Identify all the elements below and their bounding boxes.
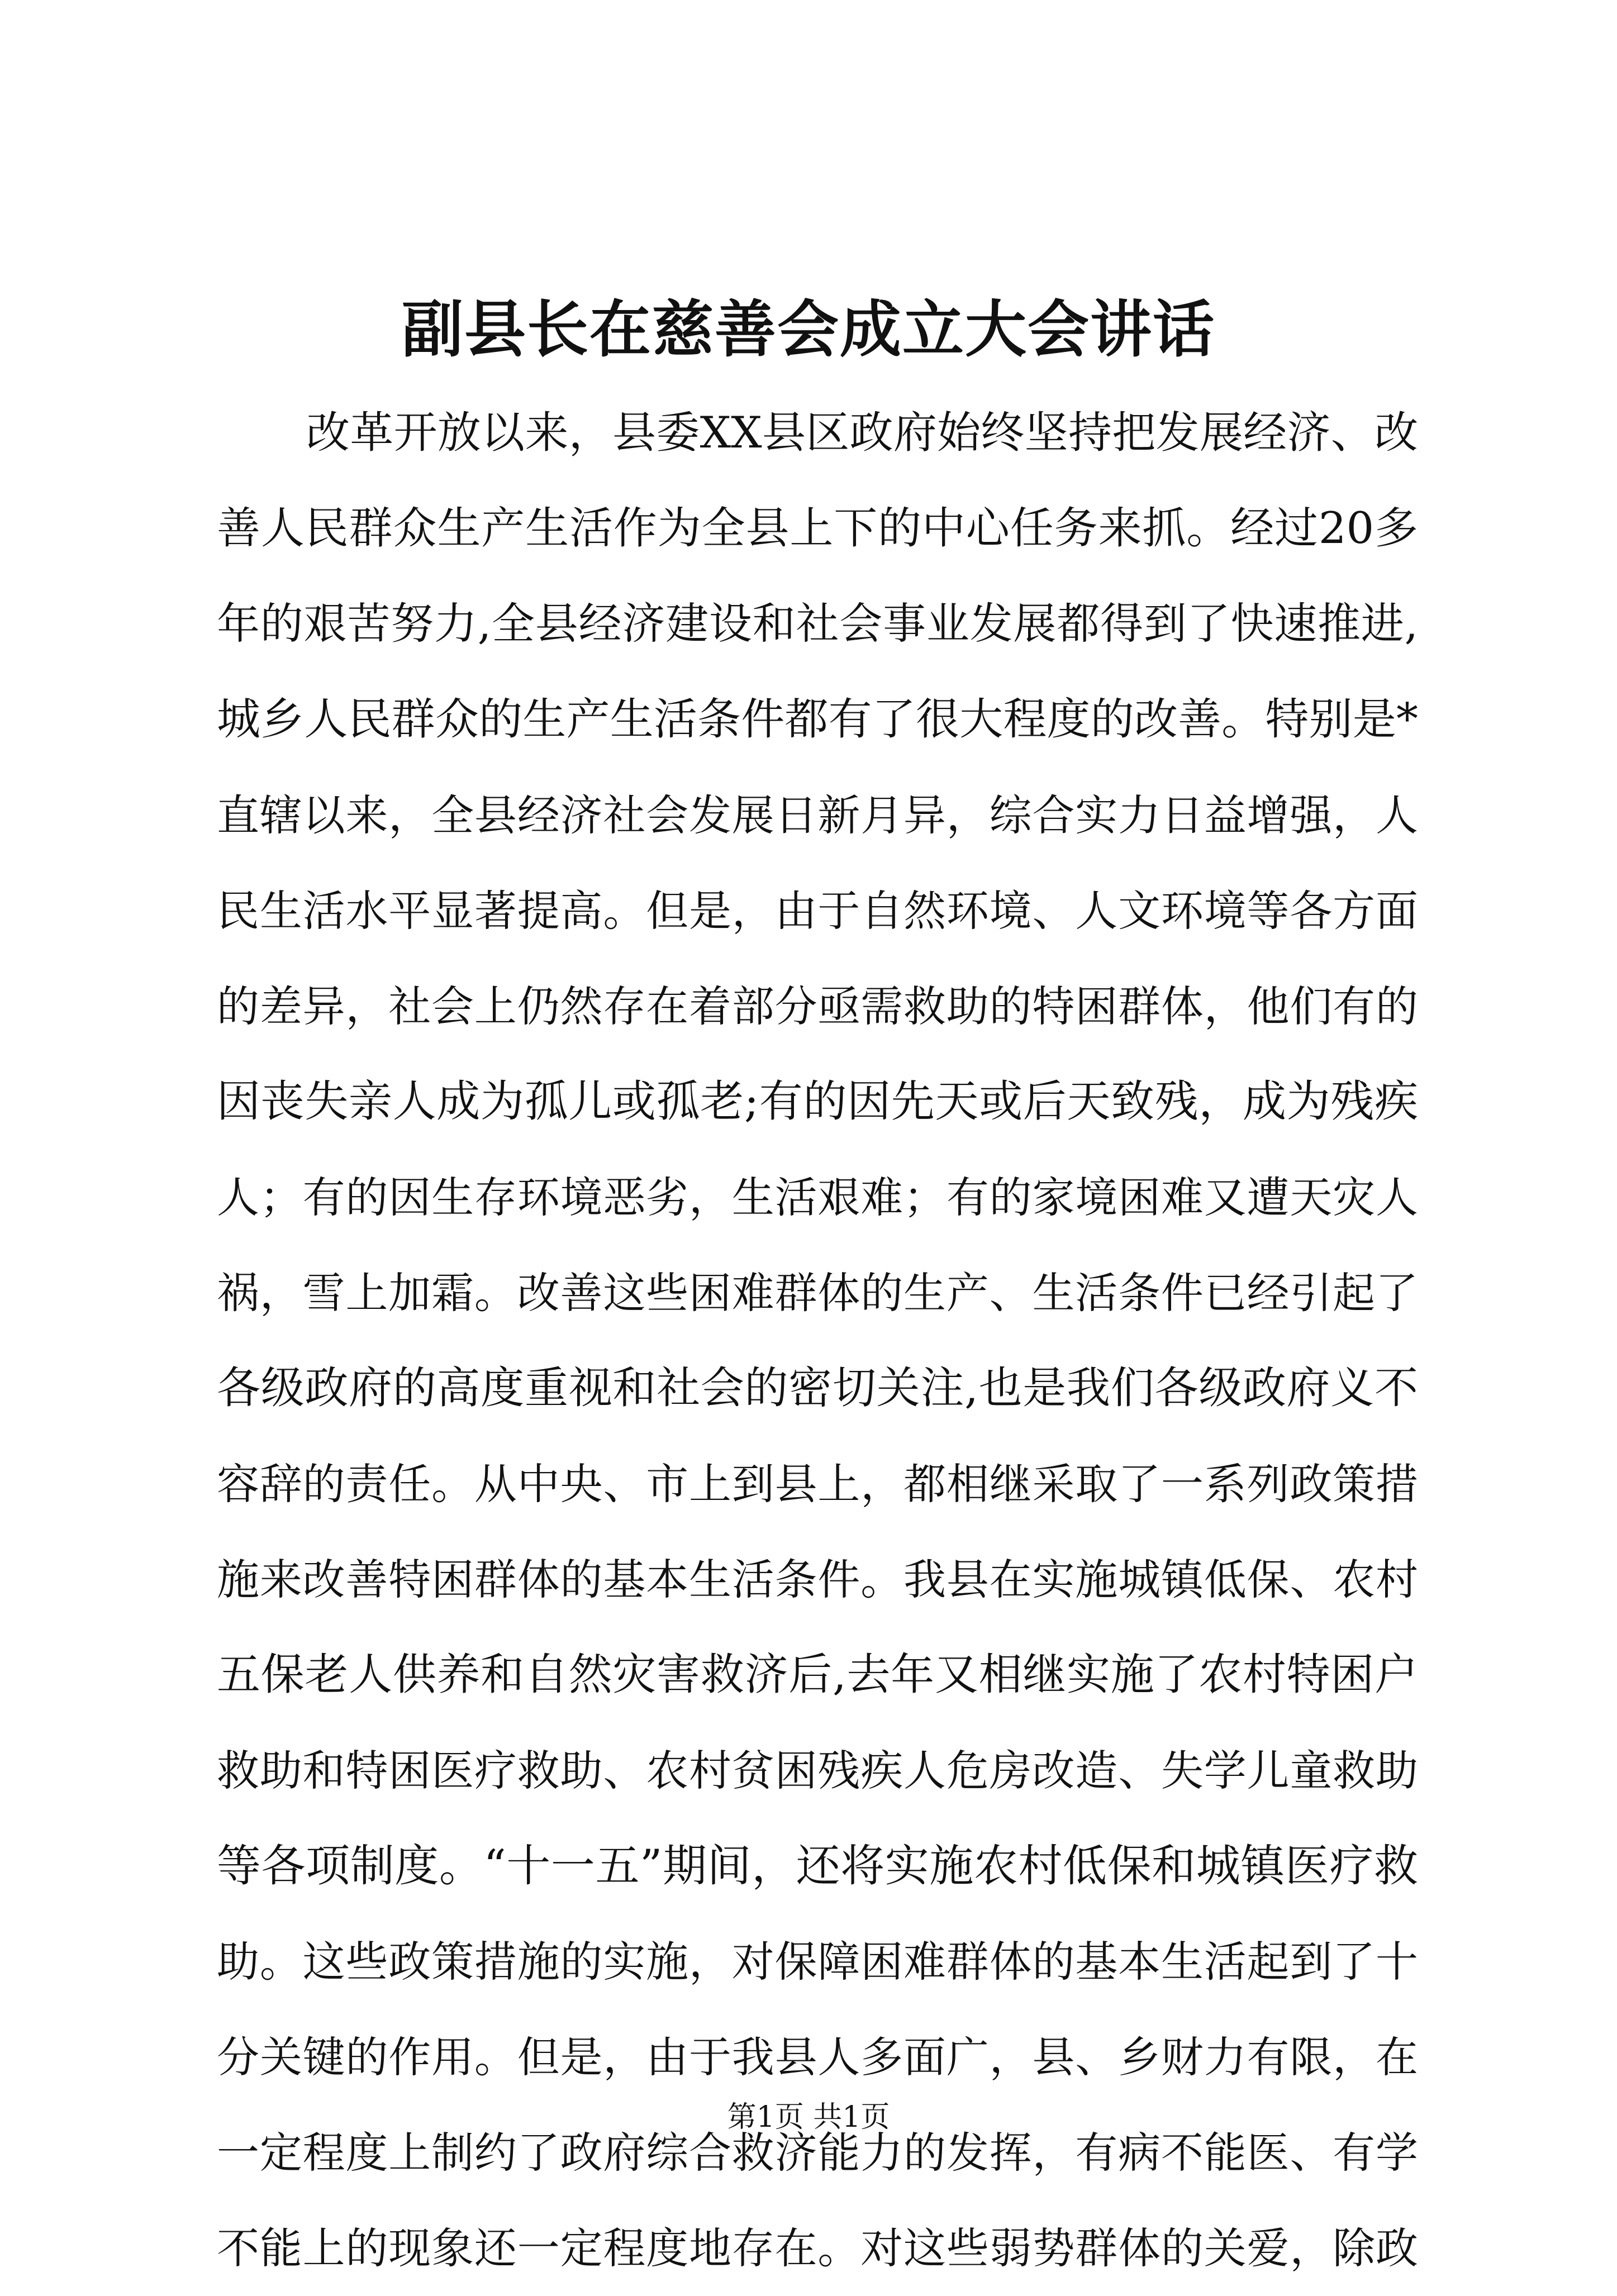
body-line: 的差异，社会上仍然存在着部分亟需救助的特困群体，他们有的	[217, 982, 1418, 1031]
body-line: 救助和特困医疗救助、农村贫困残疾人危房改造、失学儿童救助	[217, 1746, 1418, 1795]
document-title: 副县长在慈善会成立大会讲话	[402, 293, 1215, 365]
body-line: 各级政府的高度重视和社会的密切关注,也是我们各级政府义不	[217, 1363, 1418, 1413]
body-line: 五保老人供养和自然灾害救济后,去年又相继实施了农村特困户	[217, 1650, 1418, 1700]
body-line: 因丧失亲人成为孤儿或孤老;有的因先天或后天致残，成为残疾	[217, 1076, 1418, 1127]
body-line: 人；有的因生存环境恶劣，生活艰难；有的家境困难又遭天灾人	[217, 1173, 1418, 1222]
body-line: 直辖以来，全县经济社会发展日新月异，综合实力日益增强，人	[217, 790, 1418, 840]
document-body	[217, 385, 1418, 2296]
body-line: 不能上的现象还一定程度地存在。对这些弱势群体的关爱，除政	[217, 2223, 1418, 2273]
body-line: 分关键的作用。但是，由于我县人多面广，县、乡财力有限，在	[217, 2032, 1418, 2082]
page-number-footer: 第1页 共1页	[727, 2100, 890, 2134]
body-line: 容辞的责任。从中央、市上到县上，都相继采取了一系列政策措	[217, 1459, 1418, 1509]
body-line: 一定程度上制约了政府综合救济能力的发挥，有病不能医、有学	[217, 2128, 1418, 2178]
body-line: 城乡人民群众的生产生活条件都有了很大程度的改善。特别是*	[217, 694, 1418, 745]
body-line: 助。这些政策措施的实施，对保障困难群体的基本生活起到了十	[217, 1937, 1418, 1987]
body-line: 施来改善特困群体的基本生活条件。我县在实施城镇低保、农村	[217, 1555, 1418, 1604]
body-line: 善人民群众生产生活作为全县上下的中心任务来抓。经过20多	[217, 503, 1418, 554]
body-line: 祸，雪上加霜。改善这些困难群体的生产、生活条件已经引起了	[217, 1268, 1418, 1318]
body-line: 民生活水平显著提高。但是，由于自然环境、人文环境等各方面	[217, 886, 1418, 936]
body-line: 改革开放以来，县委XX县区政府始终坚持把发展经济、改	[306, 408, 1418, 458]
body-line: 等各项制度。“十一五”期间，还将实施农村低保和城镇医疗救	[217, 1840, 1418, 1892]
body-line: 年的艰苦努力,全县经济建设和社会事业发展都得到了快速推进,	[217, 599, 1418, 649]
